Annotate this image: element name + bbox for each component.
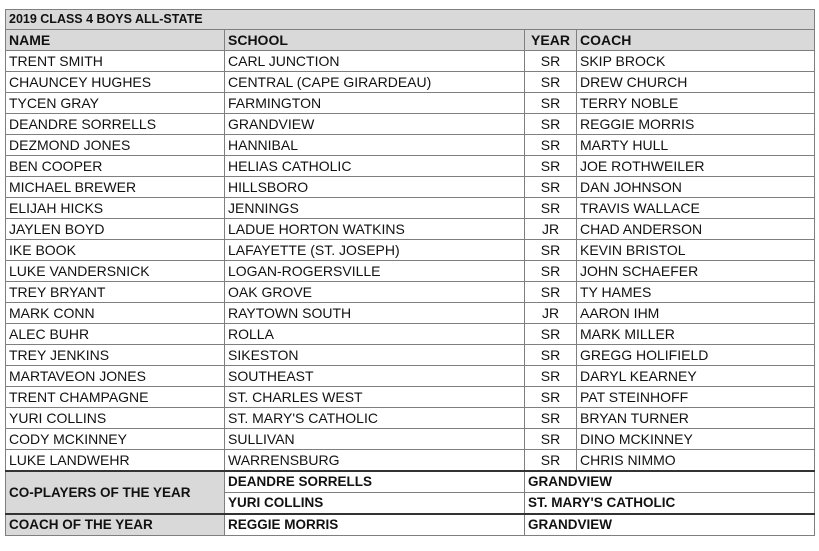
coach-of-year-label: COACH OF THE YEAR	[6, 514, 225, 536]
header-name: NAME	[6, 30, 225, 51]
player-coach: PAT STEINHOFF	[577, 387, 815, 408]
table-row	[6, 198, 815, 219]
player-school: SIKESTON	[225, 345, 525, 366]
player-name: DEZMOND JONES	[6, 135, 225, 156]
player-school: OAK GROVE	[225, 282, 525, 303]
player-year: SR	[525, 324, 577, 345]
table-row	[6, 51, 815, 72]
table-row	[6, 429, 815, 450]
player-name: TYCEN GRAY	[6, 93, 225, 114]
player-year: SR	[525, 93, 577, 114]
player-coach: DREW CHURCH	[577, 72, 815, 93]
player-year: SR	[525, 261, 577, 282]
player-school: ST. CHARLES WEST	[225, 387, 525, 408]
player-school: GRANDVIEW	[225, 114, 525, 135]
player-name: ALEC BUHR	[6, 324, 225, 345]
player-name: CHAUNCEY HUGHES	[6, 72, 225, 93]
table-row	[6, 240, 815, 261]
player-coach: DAN JOHNSON	[577, 177, 815, 198]
player-year: SR	[525, 72, 577, 93]
award-coach-school: GRANDVIEW	[525, 514, 815, 536]
header-coach: COACH	[577, 30, 815, 51]
table-row	[6, 303, 815, 324]
header-school: SCHOOL	[225, 30, 525, 51]
award-player-school-1: GRANDVIEW	[525, 471, 815, 493]
award-row-coach	[6, 514, 815, 536]
player-school: CARL JUNCTION	[225, 51, 525, 72]
table-row	[6, 345, 815, 366]
player-year: SR	[525, 51, 577, 72]
player-school: CENTRAL (CAPE GIRARDEAU)	[225, 72, 525, 93]
player-coach: KEVIN BRISTOL	[577, 240, 815, 261]
player-name: ELIJAH HICKS	[6, 198, 225, 219]
player-school: JENNINGS	[225, 198, 525, 219]
table-row	[6, 387, 815, 408]
player-name: LUKE LANDWEHR	[6, 450, 225, 472]
player-coach: TERRY NOBLE	[577, 93, 815, 114]
player-year: SR	[525, 282, 577, 303]
player-school: HANNIBAL	[225, 135, 525, 156]
table-row	[6, 135, 815, 156]
table-row	[6, 93, 815, 114]
player-school: LADUE HORTON WATKINS	[225, 219, 525, 240]
table-row	[6, 366, 815, 387]
header-year: YEAR	[525, 30, 577, 51]
player-school: SOUTHEAST	[225, 366, 525, 387]
player-year: SR	[525, 408, 577, 429]
player-year: SR	[525, 177, 577, 198]
table-row	[6, 261, 815, 282]
table-row	[6, 114, 815, 135]
table-row	[6, 72, 815, 93]
player-name: LUKE VANDERSNICK	[6, 261, 225, 282]
player-year: SR	[525, 135, 577, 156]
table-row	[6, 177, 815, 198]
player-name: TREY JENKINS	[6, 345, 225, 366]
player-school: LOGAN-ROGERSVILLE	[225, 261, 525, 282]
player-coach: TRAVIS WALLACE	[577, 198, 815, 219]
player-school: ROLLA	[225, 324, 525, 345]
player-name: MARTAVEON JONES	[6, 366, 225, 387]
player-coach: DINO MCKINNEY	[577, 429, 815, 450]
player-coach: CHRIS NIMMO	[577, 450, 815, 472]
player-coach: MARK MILLER	[577, 324, 815, 345]
award-row-player-1	[6, 471, 815, 493]
player-coach: CHAD ANDERSON	[577, 219, 815, 240]
player-year: SR	[525, 366, 577, 387]
player-year: JR	[525, 303, 577, 324]
award-coach-name: REGGIE MORRIS	[225, 514, 525, 536]
player-coach: TY HAMES	[577, 282, 815, 303]
player-year: SR	[525, 240, 577, 261]
player-name: DEANDRE SORRELLS	[6, 114, 225, 135]
player-name: TREY BRYANT	[6, 282, 225, 303]
table-row	[6, 219, 815, 240]
player-coach: MARTY HULL	[577, 135, 815, 156]
player-name: BEN COOPER	[6, 156, 225, 177]
player-year: SR	[525, 429, 577, 450]
co-players-label: CO-PLAYERS OF THE YEAR	[6, 471, 225, 514]
player-year: SR	[525, 114, 577, 135]
award-player-name-1: DEANDRE SORRELLS	[225, 471, 525, 493]
table-row	[6, 408, 815, 429]
player-coach: JOHN SCHAEFER	[577, 261, 815, 282]
table-row	[6, 450, 815, 472]
player-school: FARMINGTON	[225, 93, 525, 114]
player-year: SR	[525, 156, 577, 177]
award-player-name-2: YURI COLLINS	[225, 493, 525, 515]
player-year: JR	[525, 219, 577, 240]
player-year: SR	[525, 387, 577, 408]
player-coach: JOE ROTHWEILER	[577, 156, 815, 177]
player-year: SR	[525, 198, 577, 219]
table-row	[6, 324, 815, 345]
player-school: HILLSBORO	[225, 177, 525, 198]
player-school: ST. MARY'S CATHOLIC	[225, 408, 525, 429]
player-year: SR	[525, 345, 577, 366]
player-school: LAFAYETTE (ST. JOSEPH)	[225, 240, 525, 261]
player-school: WARRENSBURG	[225, 450, 525, 472]
player-coach: BRYAN TURNER	[577, 408, 815, 429]
player-coach: AARON IHM	[577, 303, 815, 324]
player-coach: GREGG HOLIFIELD	[577, 345, 815, 366]
title-row	[6, 10, 815, 30]
award-player-school-2: ST. MARY'S CATHOLIC	[525, 493, 815, 515]
player-name: YURI COLLINS	[6, 408, 225, 429]
player-coach: SKIP BROCK	[577, 51, 815, 72]
all-state-table	[5, 9, 815, 536]
player-school: RAYTOWN SOUTH	[225, 303, 525, 324]
player-name: IKE BOOK	[6, 240, 225, 261]
player-school: HELIAS CATHOLIC	[225, 156, 525, 177]
player-name: CODY MCKINNEY	[6, 429, 225, 450]
player-name: JAYLEN BOYD	[6, 219, 225, 240]
player-coach: REGGIE MORRIS	[577, 114, 815, 135]
player-name: MICHAEL BREWER	[6, 177, 225, 198]
header-row	[6, 30, 815, 51]
player-name: TRENT CHAMPAGNE	[6, 387, 225, 408]
player-name: TRENT SMITH	[6, 51, 225, 72]
player-year: SR	[525, 450, 577, 472]
table-row	[6, 156, 815, 177]
player-name: MARK CONN	[6, 303, 225, 324]
table-row	[6, 282, 815, 303]
table-title: 2019 CLASS 4 BOYS ALL-STATE	[6, 10, 815, 30]
player-school: SULLIVAN	[225, 429, 525, 450]
player-coach: DARYL KEARNEY	[577, 366, 815, 387]
